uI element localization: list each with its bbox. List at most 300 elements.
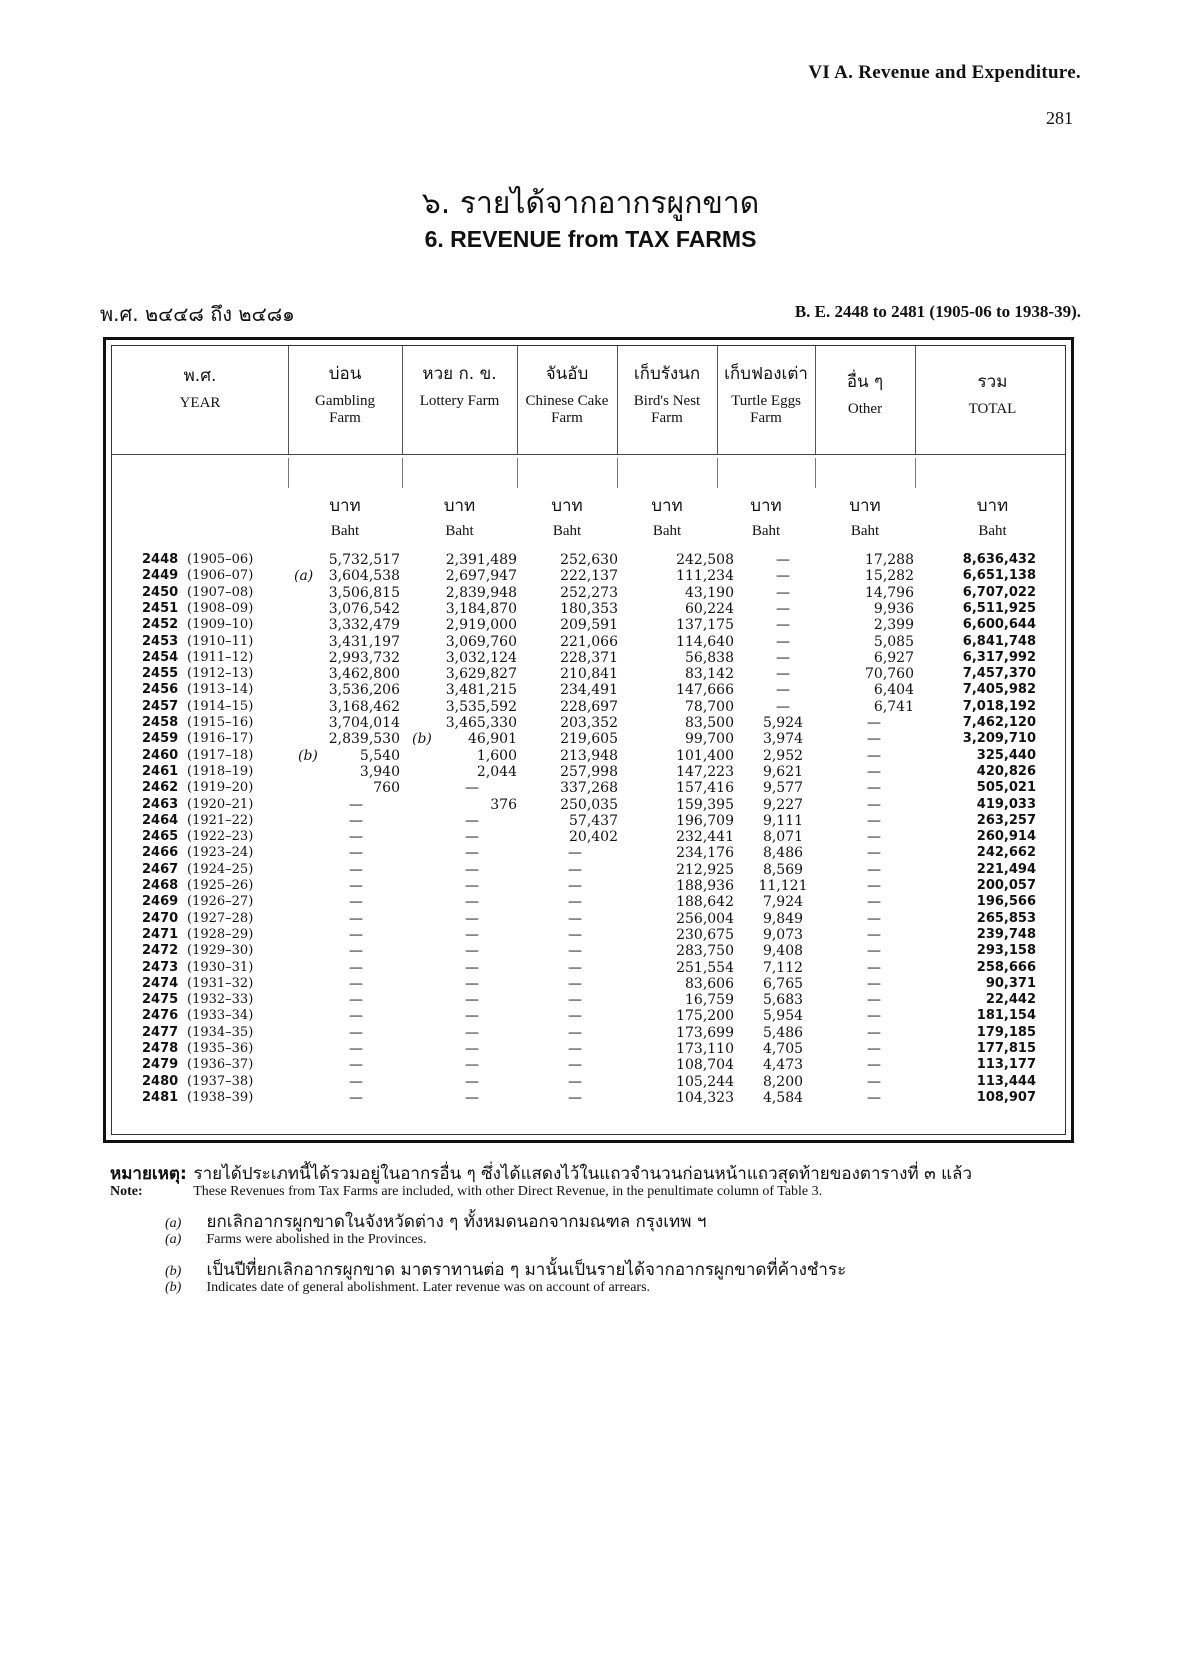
cell-b: 83,142 <box>685 666 734 683</box>
cell-l: 3,629,827 <box>445 666 517 683</box>
cell-g: 5,540 <box>359 747 400 764</box>
cell-t: — <box>776 568 790 585</box>
unit-english: Baht <box>330 523 360 539</box>
cell-ad: (1930–31) <box>187 959 254 975</box>
table-row <box>112 601 1065 618</box>
cell-t: 5,683 <box>762 992 804 1009</box>
cell-o: — <box>867 975 881 992</box>
note-text: These Revenues from Tax Farms are included, with other Direct Revenue, in the penultimate column of Table 3. <box>193 1184 823 1199</box>
table-row <box>112 650 1065 667</box>
table-row <box>112 878 1065 895</box>
period-thai: พ.ศ. ๒๔๔๘ ถึง ๒๔๘๑ <box>100 302 295 326</box>
table-row <box>112 829 1065 846</box>
cell-ad: (1937–38) <box>187 1073 254 1089</box>
footnote-text-thai: ยกเลิกอากรผูกขาดในจังหวัดต่าง ๆ ทั้งหมดนอกจากมณฑล กรุงเทพ ฯ <box>206 1212 707 1232</box>
unit-thai: บาท <box>443 496 476 516</box>
footnote-a-thai <box>110 1208 1090 1232</box>
cell-o: — <box>867 894 881 911</box>
table-row <box>112 666 1065 683</box>
cell-o: 2,399 <box>873 617 914 634</box>
table-row <box>112 731 1065 748</box>
revenue-table <box>111 345 1066 1135</box>
cell-t: 9,111 <box>762 812 804 829</box>
cell-c: 20,402 <box>569 829 618 846</box>
cell-l: — <box>465 861 479 878</box>
table-row <box>112 894 1065 911</box>
col-header-english: TOTAL <box>968 401 1017 417</box>
table-frame <box>103 337 1074 1143</box>
cell-t: 8,200 <box>762 1073 804 1090</box>
cell-total: 293,158 <box>976 943 1036 959</box>
footnote-text: Indicates date of general abolishment. Later revenue was on account of arrears. <box>206 1280 651 1295</box>
cell-l: — <box>465 1089 479 1106</box>
cell-l: 2,919,000 <box>445 617 517 634</box>
cell-g: — <box>349 1057 363 1074</box>
cell-t: 4,705 <box>762 1041 804 1057</box>
cell-year: 2472 <box>142 943 179 959</box>
cell-g: 5,732,517 <box>328 552 400 568</box>
cell-o: — <box>867 747 881 764</box>
cell-g: 3,536,206 <box>328 682 400 699</box>
cell-g: — <box>349 910 363 927</box>
cell-c: — <box>568 845 582 862</box>
section-header: VI A. Revenue and Expenditure. <box>808 62 1081 83</box>
cell-c: 337,268 <box>560 780 618 797</box>
cell-o: — <box>867 845 881 862</box>
cell-year: 2448 <box>142 552 179 567</box>
cell-t: 5,954 <box>762 1008 804 1025</box>
cell-c: 213,948 <box>560 747 618 764</box>
cell-t: 8,071 <box>762 829 804 846</box>
table-row <box>112 568 1065 585</box>
cell-ad: (1933–34) <box>187 1008 254 1024</box>
cell-g: 2,839,530 <box>328 731 400 748</box>
cell-t: 7,112 <box>762 959 804 976</box>
cell-b: 101,400 <box>676 747 734 764</box>
cell-ad: (1928–29) <box>187 926 254 942</box>
unit-thai: บาท <box>750 496 782 516</box>
cell-b: 196,709 <box>676 812 734 829</box>
cell-total: 196,566 <box>976 894 1036 910</box>
cell-year: 2452 <box>142 617 179 633</box>
cell-t: 6,765 <box>762 975 804 992</box>
cell-b: 78,700 <box>685 698 734 715</box>
col-header-thai: พ.ศ. <box>183 366 217 386</box>
cell-ad: (1906–07) <box>187 568 254 584</box>
cell-o: 9,936 <box>873 600 914 617</box>
cell-b: 251,554 <box>676 959 734 976</box>
col-header-turtle-eggs <box>717 346 815 454</box>
cell-g: — <box>349 959 363 976</box>
cell-year: 2456 <box>142 682 179 698</box>
cell-o: — <box>867 1008 881 1025</box>
cell-t: 8,486 <box>762 845 804 862</box>
cell-g: — <box>349 943 363 960</box>
cell-l: — <box>465 780 479 797</box>
cell-year: 2455 <box>142 666 179 682</box>
cell-ad: (1927–28) <box>187 910 254 926</box>
cell-year: 2465 <box>142 829 179 845</box>
col-header-thai: จันอับ <box>545 364 589 384</box>
col-header-other <box>815 346 915 454</box>
cell-o: 6,404 <box>873 682 914 699</box>
table-row <box>112 1090 1065 1107</box>
cell-b: 137,175 <box>676 617 734 634</box>
cell-total: 7,405,982 <box>962 682 1036 698</box>
cell-c: — <box>568 975 582 992</box>
col-header-english: Chinese Cake Farm <box>525 393 609 426</box>
table-row <box>112 1008 1065 1025</box>
header-divider <box>112 454 1065 455</box>
unit-english: Baht <box>751 523 781 539</box>
table-row <box>112 699 1065 716</box>
cell-l: — <box>465 1057 479 1074</box>
cell-total: 325,440 <box>976 747 1036 763</box>
col-header-thai: หวย ก. ข. <box>422 364 497 384</box>
table-row <box>112 748 1065 765</box>
cell-ad: (1917–18) <box>187 747 254 763</box>
cell-ad: (1929–30) <box>187 943 254 959</box>
cell-c: 257,998 <box>560 763 618 780</box>
cell-c: — <box>568 878 582 894</box>
cell-c: 228,371 <box>560 649 618 666</box>
note-english <box>110 1184 1090 1208</box>
column-divider <box>517 458 518 488</box>
footnote-mark: (b) <box>165 1280 182 1295</box>
cell-l: 3,069,760 <box>445 633 517 650</box>
cell-l: 3,535,592 <box>445 698 517 715</box>
cell-t: 9,227 <box>762 796 804 813</box>
cell-c: 57,437 <box>569 812 618 829</box>
cell-total: 6,600,644 <box>962 617 1036 633</box>
footnote-b-thai <box>110 1256 1090 1280</box>
cell-l: — <box>465 1024 479 1041</box>
cell-total: 22,442 <box>985 992 1036 1008</box>
cell-o: — <box>867 780 881 797</box>
cell-g: 3,704,014 <box>328 715 400 731</box>
col-header-english: Other <box>847 401 883 417</box>
unit-label <box>517 492 617 540</box>
cell-year: 2453 <box>142 633 179 649</box>
cell-year: 2462 <box>142 780 179 796</box>
cell-g: 3,332,479 <box>328 617 400 634</box>
col-header-thai: บ่อน <box>328 364 362 384</box>
cell-b: 256,004 <box>676 910 734 927</box>
cell-b: 159,395 <box>676 796 734 813</box>
cell-b: 157,416 <box>676 780 734 797</box>
col-header-english: Lottery Farm <box>419 393 500 409</box>
cell-b: 56,838 <box>685 649 734 666</box>
cell-b: 83,500 <box>685 715 734 731</box>
table-row <box>112 927 1065 944</box>
cell-t: 8,569 <box>762 861 804 878</box>
cell-b: 60,224 <box>685 600 734 617</box>
cell-year: 2449 <box>142 568 179 584</box>
cell-l: 2,391,489 <box>445 552 517 568</box>
cell-b: 99,700 <box>685 731 734 748</box>
cell-total: 108,907 <box>976 1089 1036 1105</box>
cell-year: 2457 <box>142 698 179 714</box>
cell-c: — <box>568 894 582 911</box>
cell-total: 6,511,925 <box>962 600 1036 616</box>
unit-english: Baht <box>850 523 880 539</box>
cell-g: — <box>349 796 363 813</box>
cell-c: 221,066 <box>560 633 618 650</box>
cell-l: — <box>465 894 479 911</box>
cell-t: — <box>776 666 790 683</box>
cell-total: 181,154 <box>976 1008 1036 1024</box>
cell-g: 3,462,800 <box>328 666 400 683</box>
cell-o: — <box>867 926 881 943</box>
col-header-english: Turtle Eggs Farm <box>731 393 801 426</box>
cell-c: 209,591 <box>560 617 618 634</box>
table-row <box>112 911 1065 928</box>
cell-b: 147,666 <box>676 682 734 699</box>
cell-t: 4,584 <box>762 1089 804 1106</box>
cell-year: 2479 <box>142 1057 179 1073</box>
page-title-thai: ๖. รายได้จากอากรผูกขาด <box>421 186 760 221</box>
cell-o: — <box>867 1024 881 1041</box>
cell-total: 263,257 <box>976 812 1036 828</box>
cell-total: 265,853 <box>976 910 1036 926</box>
footnote-text: Farms were abolished in the Provinces. <box>206 1232 427 1247</box>
cell-c: — <box>568 861 582 878</box>
cell-l: — <box>465 845 479 862</box>
cell-o: — <box>867 910 881 927</box>
cell-ad: (1919–20) <box>187 780 254 796</box>
cell-b: 173,110 <box>676 1041 734 1057</box>
cell-g: — <box>349 1008 363 1025</box>
cell-b: 232,441 <box>676 829 734 846</box>
cell-total: 200,057 <box>976 878 1036 893</box>
cell-o: — <box>867 796 881 813</box>
cell-b: 104,323 <box>676 1089 734 1106</box>
table-row <box>112 813 1065 830</box>
cell-g: — <box>349 1089 363 1106</box>
cell-total: 177,815 <box>976 1041 1036 1056</box>
cell-t: — <box>776 682 790 699</box>
col-header-chinese-cake <box>517 346 617 454</box>
cell-l: — <box>465 910 479 927</box>
note-text-thai: รายได้ประเภทนี้ได้รวมอยู่ในอากรอื่น ๆ ซึ่งได้แสดงไว้ในแถวจำนวนก่อนหน้าแถวสุดท้ายของตารางที่ ๓ แล้ว <box>193 1164 973 1184</box>
cell-ad: (1912–13) <box>187 666 254 682</box>
cell-l: — <box>465 829 479 846</box>
column-divider <box>288 458 289 488</box>
cell-year: 2466 <box>142 845 179 861</box>
cell-c: 234,491 <box>560 682 618 699</box>
cell-o: — <box>867 715 881 731</box>
unit-label <box>402 492 517 540</box>
cell-year: 2454 <box>142 649 179 665</box>
cell-b: 43,190 <box>685 584 734 601</box>
cell-year: 2478 <box>142 1041 179 1056</box>
table-row <box>112 1041 1065 1058</box>
unit-thai: บาท <box>551 496 583 516</box>
col-header-thai: อื่น ๆ <box>846 372 884 392</box>
cell-g: 3,168,462 <box>328 698 400 715</box>
table-row <box>112 780 1065 797</box>
cell-c: — <box>568 1024 582 1041</box>
table-row <box>112 960 1065 977</box>
cell-o: — <box>867 829 881 846</box>
cell-ad: (1934–35) <box>187 1024 254 1040</box>
cell-total: 6,317,992 <box>962 649 1036 665</box>
col-header-total <box>915 346 1070 454</box>
cell-year: 2473 <box>142 959 179 975</box>
cell-o: — <box>867 959 881 976</box>
footnote-text-thai: เป็นปีที่ยกเลิกอากรผูกขาด มาตราทานต่อ ๆ มานั้นเป็นรายได้จากอากรผูกขาดที่ค้างชำระ <box>206 1260 847 1280</box>
cell-ad: (1924–25) <box>187 861 254 877</box>
cell-t: — <box>776 600 790 617</box>
table-row <box>112 682 1065 699</box>
notes-section <box>110 1160 1090 1304</box>
cell-o: 70,760 <box>865 666 914 683</box>
cell-total: 179,185 <box>976 1024 1036 1040</box>
cell-total: 7,462,120 <box>962 715 1036 730</box>
cell-o: — <box>867 1073 881 1090</box>
cell-total: 258,666 <box>976 959 1036 975</box>
cell-b: 188,642 <box>676 894 734 911</box>
cell-t: — <box>776 584 790 601</box>
cell-o: — <box>867 1057 881 1074</box>
cell-t: 4,473 <box>762 1057 804 1074</box>
unit-label <box>815 492 915 540</box>
cell-c: — <box>568 959 582 976</box>
unit-english: Baht <box>445 523 474 539</box>
column-divider <box>617 458 618 488</box>
cell-year: 2458 <box>142 715 179 730</box>
unit-label <box>915 492 1070 540</box>
cell-b: 173,699 <box>676 1024 734 1041</box>
cell-t: 5,486 <box>762 1024 804 1041</box>
cell-l: 2,697,947 <box>445 568 517 585</box>
cell-c: 222,137 <box>560 568 618 585</box>
cell-ad: (1922–23) <box>187 829 254 845</box>
cell-g: — <box>349 992 363 1009</box>
cell-total: 505,021 <box>976 780 1036 796</box>
cell-c: 252,273 <box>560 584 618 601</box>
cell-ad: (1926–27) <box>187 894 254 910</box>
cell-g: — <box>349 861 363 878</box>
footnote-mark: (a) <box>165 1232 182 1247</box>
cell-year: 2451 <box>142 600 179 616</box>
col-header-thai: เก็บฟองเต่า <box>724 364 808 384</box>
cell-g: 760 <box>373 780 400 797</box>
cell-g: — <box>349 845 363 862</box>
cell-total: 239,748 <box>976 926 1036 942</box>
cell-ad: (1920–21) <box>187 796 254 812</box>
table-row <box>112 943 1065 960</box>
cell-t: 9,073 <box>762 926 804 943</box>
cell-b: 234,176 <box>676 845 734 862</box>
cell-total: 7,457,370 <box>962 666 1036 682</box>
cell-g: 3,506,815 <box>328 584 400 601</box>
cell-g: — <box>349 878 363 894</box>
page-number: 281 <box>1046 108 1073 128</box>
cell-o: 17,288 <box>865 552 914 568</box>
cell-b: 83,606 <box>685 975 734 992</box>
cell-l: — <box>465 1073 479 1090</box>
cell-total: 113,177 <box>976 1057 1036 1073</box>
cell-c: — <box>568 910 582 927</box>
cell-ad: (1923–24) <box>187 845 254 861</box>
table-row <box>112 1074 1065 1091</box>
cell-l: — <box>465 943 479 960</box>
col-header-year <box>112 346 288 454</box>
cell-l: 3,481,215 <box>445 682 517 699</box>
cell-g: — <box>349 1024 363 1041</box>
cell-o: — <box>867 1089 881 1106</box>
cell-l: 3,032,124 <box>445 649 517 666</box>
unit-thai: บาท <box>976 496 1009 516</box>
cell-total: 7,018,192 <box>962 698 1036 714</box>
unit-label <box>717 492 815 540</box>
cell-c: 203,352 <box>560 715 618 731</box>
cell-o: — <box>867 992 881 1009</box>
cell-o: 14,796 <box>865 584 914 601</box>
col-header-birds-nest <box>617 346 717 454</box>
cell-t: 5,924 <box>762 715 804 731</box>
cell-c: — <box>568 1057 582 1074</box>
cell-l: — <box>465 878 479 894</box>
cell-t: — <box>776 633 790 650</box>
cell-year: 2464 <box>142 812 179 828</box>
cell-g: — <box>349 829 363 846</box>
cell-c: — <box>568 1008 582 1025</box>
cell-g: — <box>349 975 363 992</box>
cell-g: 3,604,538 <box>328 568 400 585</box>
cell-o: — <box>867 943 881 960</box>
cell-g: 2,993,732 <box>328 649 400 666</box>
cell-ad: (1938–39) <box>187 1089 254 1105</box>
unit-thai: บาท <box>849 496 881 516</box>
col-header-english: YEAR <box>179 395 221 411</box>
cell-total: 420,826 <box>976 763 1036 779</box>
cell-t: 9,849 <box>762 910 804 927</box>
note-label: Note: <box>110 1184 143 1199</box>
footnote-marker: (a) <box>294 568 314 585</box>
cell-b: 212,925 <box>676 861 734 878</box>
cell-l: 1,600 <box>476 747 517 764</box>
cell-b: 230,675 <box>676 926 734 943</box>
cell-t: 9,621 <box>762 763 804 780</box>
table-row <box>112 797 1065 814</box>
cell-ad: (1921–22) <box>187 812 254 828</box>
cell-t: 9,577 <box>762 780 804 797</box>
cell-l: — <box>465 1008 479 1025</box>
cell-total: 242,662 <box>976 845 1036 861</box>
cell-year: 2480 <box>142 1073 179 1089</box>
cell-l: — <box>465 992 479 1009</box>
cell-t: 7,924 <box>762 894 804 911</box>
cell-c: — <box>568 943 582 960</box>
cell-year: 2459 <box>142 731 179 747</box>
col-header-lottery <box>402 346 517 454</box>
footnote-marker: (b) <box>298 747 318 764</box>
cell-ad: (1909–10) <box>187 617 254 633</box>
cell-ad: (1905–06) <box>187 552 254 567</box>
cell-year: 2461 <box>142 763 179 779</box>
cell-l: 376 <box>490 796 517 813</box>
cell-g: — <box>349 894 363 911</box>
column-divider <box>717 458 718 488</box>
cell-c: — <box>568 1041 582 1057</box>
cell-b: 16,759 <box>685 992 734 1009</box>
col-header-thai: รวม <box>977 372 1008 392</box>
period-english: B. E. 2448 to 2481 (1905-06 to 1938-39). <box>794 302 1081 321</box>
cell-c: — <box>568 992 582 1009</box>
cell-ad: (1907–08) <box>187 584 254 600</box>
